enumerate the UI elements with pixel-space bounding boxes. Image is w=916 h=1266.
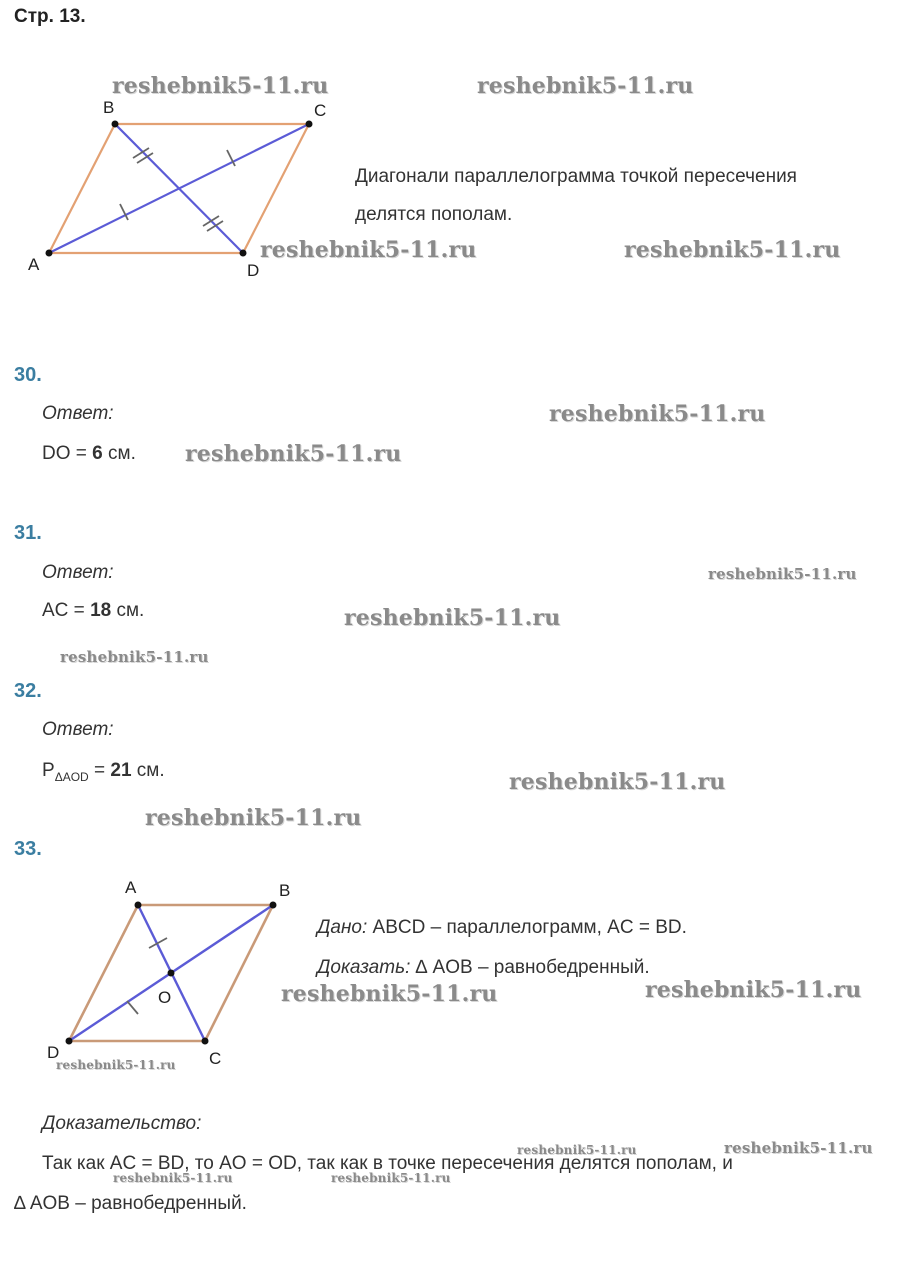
problem-31-answer bbox=[42, 600, 144, 622]
problem-32-answer-label: Ответ: bbox=[42, 719, 114, 740]
point2-a bbox=[135, 902, 142, 909]
point-a bbox=[46, 250, 53, 257]
answer-value: 18 bbox=[90, 600, 112, 621]
watermark: reshebnik5-11.ru bbox=[645, 977, 862, 1003]
watermark: reshebnik5-11.ru bbox=[509, 769, 726, 795]
answer-unit: см. bbox=[111, 600, 145, 621]
answer-prefix: AC = bbox=[42, 600, 91, 621]
problem-33-number: 33. bbox=[14, 838, 42, 860]
point-b bbox=[112, 121, 119, 128]
point2-o bbox=[168, 970, 175, 977]
label-c: C bbox=[314, 101, 327, 120]
label-a: A bbox=[28, 255, 40, 274]
point2-b bbox=[270, 902, 277, 909]
watermark: reshebnik5-11.ru bbox=[331, 1171, 451, 1185]
watermark: reshebnik5-11.ru bbox=[517, 1143, 637, 1157]
watermark: reshebnik5-11.ru bbox=[477, 73, 694, 99]
watermark: reshebnik5-11.ru bbox=[549, 401, 766, 427]
label2-o: O bbox=[158, 988, 172, 1007]
watermark: reshebnik5-11.ru bbox=[145, 805, 362, 831]
prove-text: ∆ AOB – равнобедренный. bbox=[410, 957, 650, 978]
proof-label: Доказательство: bbox=[42, 1113, 202, 1134]
watermark: reshebnik5-11.ru bbox=[281, 981, 498, 1007]
figure1-description-line2: делятся пополам. bbox=[355, 204, 513, 225]
watermark: reshebnik5-11.ru bbox=[344, 605, 561, 631]
point-c bbox=[306, 121, 313, 128]
answer-prefix: P bbox=[42, 760, 55, 781]
answer-prefix-rest: = bbox=[88, 760, 111, 781]
label2-a: A bbox=[125, 878, 137, 897]
label2-b: B bbox=[279, 881, 291, 900]
point-d bbox=[240, 250, 247, 257]
label-b: B bbox=[103, 98, 115, 117]
watermark: reshebnik5-11.ru bbox=[113, 1171, 233, 1185]
given-line bbox=[317, 917, 687, 939]
answer-prefix: DO = bbox=[42, 443, 93, 464]
problem-31-number: 31. bbox=[14, 522, 42, 544]
problem-32-number: 32. bbox=[14, 680, 42, 702]
point2-d bbox=[66, 1038, 73, 1045]
answer-value: 21 bbox=[110, 760, 132, 781]
watermark: reshebnik5-11.ru bbox=[708, 565, 857, 583]
watermark: reshebnik5-11.ru bbox=[260, 237, 477, 263]
prove-label: Доказать: bbox=[317, 957, 411, 978]
given-label: Дано: bbox=[317, 917, 368, 938]
given-text: ABCD – параллелограмм, AC = BD. bbox=[367, 917, 687, 938]
watermark: reshebnik5-11.ru bbox=[185, 441, 402, 467]
answer-value: 6 bbox=[92, 443, 103, 464]
diagonal-bd bbox=[115, 124, 243, 253]
problem-30-answer bbox=[42, 443, 136, 465]
problem-30-answer-label: Ответ: bbox=[42, 403, 114, 424]
label2-d: D bbox=[47, 1043, 60, 1062]
proof-line1: Так как AC = BD, то AO = OD, так как в точке пересечения делятся пополам, и bbox=[42, 1153, 733, 1174]
problem-31-answer-label: Ответ: bbox=[42, 562, 114, 583]
watermark: reshebnik5-11.ru bbox=[56, 1058, 176, 1072]
watermark: reshebnik5-11.ru bbox=[60, 648, 209, 666]
problem-32-answer bbox=[42, 760, 165, 784]
answer-unit: см. bbox=[131, 760, 165, 781]
label-d: D bbox=[247, 261, 260, 280]
proof-line2: ∆ AOB – равнобедренный. bbox=[14, 1193, 247, 1214]
parallelogram-figure-2 bbox=[30, 870, 310, 1070]
watermark: reshebnik5-11.ru bbox=[724, 1139, 873, 1157]
tick2-od bbox=[127, 1001, 138, 1014]
point2-c bbox=[202, 1038, 209, 1045]
page-header: Стр. 13. bbox=[14, 6, 86, 27]
watermark: reshebnik5-11.ru bbox=[112, 73, 329, 99]
answer-unit: см. bbox=[102, 443, 136, 464]
figure1-description-line1: Диагонали параллелограмма точкой пересечения bbox=[355, 166, 797, 187]
prove-line bbox=[317, 957, 650, 979]
label2-c: C bbox=[209, 1049, 222, 1068]
problem-30-number: 30. bbox=[14, 364, 42, 386]
answer-prefix-sub: ΔAOD bbox=[54, 769, 89, 784]
watermark: reshebnik5-11.ru bbox=[624, 237, 841, 263]
